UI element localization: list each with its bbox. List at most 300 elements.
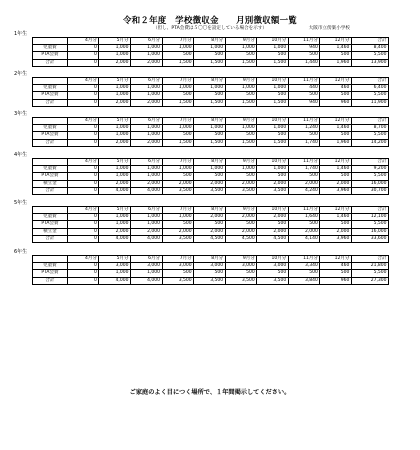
month-header: 8月分 xyxy=(194,207,226,214)
amount-cell: 500 xyxy=(225,173,257,180)
amount-cell: 5,500 xyxy=(351,221,388,228)
amount-cell: 11,900 xyxy=(351,99,388,106)
table-row xyxy=(33,45,389,52)
amount-cell: 1,000 xyxy=(99,85,131,92)
month-header: 6月分 xyxy=(130,256,162,263)
amount-cell: 5,500 xyxy=(351,270,388,277)
amount-cell: 500 xyxy=(194,270,226,277)
month-header: 6月分 xyxy=(130,38,162,45)
amount-cell: 2,000 xyxy=(320,180,352,187)
amount-cell: 1,000 xyxy=(194,125,226,132)
amount-cell: 0 xyxy=(67,263,99,270)
amount-cell: 500 xyxy=(194,221,226,228)
amount-cell: 960 xyxy=(320,277,352,284)
grade-label: 2年生 xyxy=(14,71,28,77)
amount-cell: 1,000 xyxy=(130,132,162,139)
amount-cell: 8,400 xyxy=(351,45,388,52)
amount-cell: 4,000 xyxy=(130,235,162,242)
amount-cell: 0 xyxy=(67,45,99,52)
amount-cell: 500 xyxy=(162,221,194,228)
month-header: 11月分 xyxy=(288,118,320,125)
row-label: 児童費 xyxy=(33,125,68,132)
amount-cell: 4,000 xyxy=(99,235,131,242)
month-header: 8月分 xyxy=(194,159,226,166)
month-header: 9月分 xyxy=(225,159,257,166)
amount-cell: 33,600 xyxy=(351,235,388,242)
amount-cell: 500 xyxy=(194,132,226,139)
amount-cell: 2,000 xyxy=(225,214,257,221)
fee-table xyxy=(32,158,389,195)
amount-cell: 13,900 xyxy=(351,59,388,66)
row-label: 児童費 xyxy=(33,85,68,92)
amount-cell: 8,700 xyxy=(351,125,388,132)
row-label: 児童費 xyxy=(33,263,68,270)
amount-cell: 2,000 xyxy=(99,228,131,235)
month-header: 合計 xyxy=(351,207,388,214)
amount-cell: 500 xyxy=(288,52,320,59)
amount-cell: 1,000 xyxy=(162,166,194,173)
footer-note: ご家庭のよく目につく場所で、１年間掲示してください。 xyxy=(129,389,291,396)
amount-cell: 0 xyxy=(67,187,99,194)
amount-cell: 0 xyxy=(67,277,99,284)
amount-cell: 500 xyxy=(320,52,352,59)
grade-label: 6年生 xyxy=(14,249,28,255)
table-row xyxy=(33,221,389,228)
amount-cell: 1,000 xyxy=(130,45,162,52)
amount-cell: 3,500 xyxy=(162,187,194,194)
row-label: 積立金 xyxy=(33,180,68,187)
amount-cell: 2,000 xyxy=(99,99,131,106)
month-header-row xyxy=(33,78,389,85)
header-corner-cell xyxy=(33,38,68,45)
row-label: 児童費 xyxy=(33,214,68,221)
amount-cell: 5,500 xyxy=(351,173,388,180)
amount-cell: 3,000 xyxy=(99,263,131,270)
fee-table xyxy=(32,77,389,107)
table-row xyxy=(33,270,389,277)
amount-cell: 500 xyxy=(162,52,194,59)
amount-cell: 2,000 xyxy=(130,139,162,146)
month-header: 合計 xyxy=(351,38,388,45)
amount-cell: 500 xyxy=(257,270,289,277)
amount-cell: 1,000 xyxy=(225,85,257,92)
amount-cell: 2,000 xyxy=(99,139,131,146)
amount-cell: 2,000 xyxy=(99,59,131,66)
fee-table xyxy=(32,117,389,147)
table-row xyxy=(33,263,389,270)
month-header-row xyxy=(33,207,389,214)
amount-cell: 3,500 xyxy=(257,187,289,194)
month-header: 5月分 xyxy=(99,38,131,45)
amount-cell: 1,640 xyxy=(288,214,320,221)
amount-cell: 2,000 xyxy=(162,180,194,187)
amount-cell: 1,000 xyxy=(99,132,131,139)
amount-cell: 4,000 xyxy=(99,277,131,284)
amount-cell: 0 xyxy=(67,228,99,235)
amount-cell: 1,000 xyxy=(99,221,131,228)
table-row xyxy=(33,59,389,66)
amount-cell: 500 xyxy=(225,92,257,99)
amount-cell: 2,000 xyxy=(99,180,131,187)
amount-cell: 1,000 xyxy=(225,125,257,132)
amount-cell: 500 xyxy=(320,92,352,99)
amount-cell: 0 xyxy=(67,180,99,187)
amount-cell: 1,000 xyxy=(99,214,131,221)
amount-cell: 500 xyxy=(257,132,289,139)
amount-cell: 9,200 xyxy=(351,166,388,173)
amount-cell: 16,000 xyxy=(351,180,388,187)
amount-cell: 1,000 xyxy=(194,45,226,52)
amount-cell: 1,000 xyxy=(130,92,162,99)
grade-label: 3年生 xyxy=(14,111,28,117)
row-label: 児童費 xyxy=(33,166,68,173)
table-row xyxy=(33,92,389,99)
month-header-row xyxy=(33,38,389,45)
amount-cell: 500 xyxy=(257,221,289,228)
amount-cell: 1,000 xyxy=(162,85,194,92)
month-header-row xyxy=(33,256,389,263)
month-header: 5月分 xyxy=(99,159,131,166)
amount-cell: 500 xyxy=(288,270,320,277)
table-row xyxy=(33,99,389,106)
amount-cell: 5,500 xyxy=(351,52,388,59)
amount-cell: 500 xyxy=(320,132,352,139)
amount-cell: 1,440 xyxy=(288,59,320,66)
amount-cell: 500 xyxy=(288,92,320,99)
amount-cell: 1,000 xyxy=(130,85,162,92)
month-header: 4月分 xyxy=(67,256,99,263)
month-header: 9月分 xyxy=(225,207,257,214)
amount-cell: 3,500 xyxy=(194,277,226,284)
amount-cell: 0 xyxy=(67,52,99,59)
amount-cell: 2,000 xyxy=(130,228,162,235)
month-header: 9月分 xyxy=(225,118,257,125)
amount-cell: 1,500 xyxy=(194,59,226,66)
amount-cell: 4,140 xyxy=(288,235,320,242)
amount-cell: 1,000 xyxy=(99,125,131,132)
amount-cell: 500 xyxy=(162,92,194,99)
amount-cell: 0 xyxy=(67,139,99,146)
amount-cell: 1,960 xyxy=(320,139,352,146)
amount-cell: 1,500 xyxy=(225,99,257,106)
amount-cell: 2,000 xyxy=(257,214,289,221)
month-header: 7月分 xyxy=(162,78,194,85)
amount-cell: 1,500 xyxy=(257,59,289,66)
fee-table xyxy=(32,255,389,285)
month-header-row xyxy=(33,159,389,166)
amount-cell: 1,000 xyxy=(99,270,131,277)
month-header: 4月分 xyxy=(67,207,99,214)
month-header: 10月分 xyxy=(257,207,289,214)
amount-cell: 3,500 xyxy=(162,235,194,242)
amount-cell: 1,000 xyxy=(130,214,162,221)
month-header: 合計 xyxy=(351,118,388,125)
amount-cell: 1,000 xyxy=(130,221,162,228)
month-header-row xyxy=(33,118,389,125)
amount-cell: 3,500 xyxy=(225,277,257,284)
grade-label: 1年生 xyxy=(14,31,28,37)
amount-cell: 500 xyxy=(162,132,194,139)
amount-cell: 0 xyxy=(67,85,99,92)
amount-cell: 3,000 xyxy=(257,263,289,270)
amount-cell: 1,000 xyxy=(194,85,226,92)
row-label: PTA会費 xyxy=(33,173,68,180)
amount-cell: 3,500 xyxy=(225,187,257,194)
amount-cell: 2,000 xyxy=(257,180,289,187)
month-header: 12月分 xyxy=(320,256,352,263)
row-label: PTA会費 xyxy=(33,270,68,277)
month-header: 合計 xyxy=(351,159,388,166)
amount-cell: 0 xyxy=(67,99,99,106)
document-title: 令和２年度 学校徴収金 月別徴収額一覧 xyxy=(122,16,297,26)
amount-cell: 4,240 xyxy=(288,187,320,194)
amount-cell: 460 xyxy=(320,263,352,270)
amount-cell: 960 xyxy=(320,99,352,106)
amount-cell: 1,000 xyxy=(130,52,162,59)
amount-cell: 440 xyxy=(288,85,320,92)
month-header: 11月分 xyxy=(288,207,320,214)
month-header: 11月分 xyxy=(288,159,320,166)
month-header: 10月分 xyxy=(257,159,289,166)
amount-cell: 4,500 xyxy=(225,235,257,242)
amount-cell: 500 xyxy=(320,221,352,228)
amount-cell: 1,500 xyxy=(225,139,257,146)
month-header: 8月分 xyxy=(194,38,226,45)
amount-cell: 2,000 xyxy=(194,228,226,235)
amount-cell: 1,500 xyxy=(162,99,194,106)
amount-cell: 500 xyxy=(225,221,257,228)
amount-cell: 0 xyxy=(67,214,99,221)
amount-cell: 2,000 xyxy=(320,228,352,235)
table-row xyxy=(33,52,389,59)
header-corner-cell xyxy=(33,78,68,85)
table-row xyxy=(33,235,389,242)
month-header: 4月分 xyxy=(67,159,99,166)
amount-cell: 3,000 xyxy=(225,263,257,270)
amount-cell: 500 xyxy=(320,173,352,180)
amount-cell: 4,500 xyxy=(194,235,226,242)
row-label: PTA会費 xyxy=(33,52,68,59)
amount-cell: 0 xyxy=(67,59,99,66)
amount-cell: 1,000 xyxy=(257,45,289,52)
row-label: 積立金 xyxy=(33,228,68,235)
amount-cell: 460 xyxy=(320,85,352,92)
amount-cell: 500 xyxy=(288,221,320,228)
amount-cell: 2,000 xyxy=(162,228,194,235)
row-label: PTA会費 xyxy=(33,92,68,99)
month-header: 5月分 xyxy=(99,256,131,263)
amount-cell: 3,960 xyxy=(320,235,352,242)
amount-cell: 1,000 xyxy=(194,166,226,173)
amount-cell: 0 xyxy=(67,270,99,277)
amount-cell: 0 xyxy=(67,166,99,173)
amount-cell: 0 xyxy=(67,235,99,242)
month-header: 5月分 xyxy=(99,118,131,125)
table-row xyxy=(33,132,389,139)
month-header: 12月分 xyxy=(320,118,352,125)
header-corner-cell xyxy=(33,159,68,166)
month-header: 11月分 xyxy=(288,78,320,85)
amount-cell: 2,000 xyxy=(194,180,226,187)
table-row xyxy=(33,228,389,235)
month-header: 7月分 xyxy=(162,207,194,214)
month-header: 6月分 xyxy=(130,207,162,214)
amount-cell: 500 xyxy=(162,270,194,277)
month-header: 4月分 xyxy=(67,118,99,125)
month-header: 11月分 xyxy=(288,256,320,263)
month-header: 合計 xyxy=(351,78,388,85)
row-label: PTA会費 xyxy=(33,132,68,139)
amount-cell: 1,500 xyxy=(194,139,226,146)
amount-cell: 500 xyxy=(320,270,352,277)
amount-cell: 3,000 xyxy=(194,263,226,270)
amount-cell: 500 xyxy=(288,173,320,180)
amount-cell: 1,000 xyxy=(99,166,131,173)
amount-cell: 1,960 xyxy=(320,59,352,66)
amount-cell: 1,000 xyxy=(225,166,257,173)
amount-cell: 21,800 xyxy=(351,263,388,270)
amount-cell: 1,000 xyxy=(99,52,131,59)
month-header: 12月分 xyxy=(320,207,352,214)
amount-cell: 500 xyxy=(194,173,226,180)
amount-cell: 0 xyxy=(67,173,99,180)
amount-cell: 500 xyxy=(194,52,226,59)
month-header: 8月分 xyxy=(194,256,226,263)
fee-table xyxy=(32,37,389,67)
month-header: 4月分 xyxy=(67,38,99,45)
amount-cell: 1,000 xyxy=(257,166,289,173)
amount-cell: 0 xyxy=(67,125,99,132)
amount-cell: 1,000 xyxy=(99,173,131,180)
amount-cell: 3,840 xyxy=(288,277,320,284)
amount-cell: 940 xyxy=(288,45,320,52)
month-header: 10月分 xyxy=(257,78,289,85)
table-row xyxy=(33,85,389,92)
month-header: 合計 xyxy=(351,256,388,263)
table-row xyxy=(33,187,389,194)
amount-cell: 4,000 xyxy=(99,187,131,194)
table-row xyxy=(33,125,389,132)
row-label: 合計 xyxy=(33,59,68,66)
amount-cell: 12,100 xyxy=(351,214,388,221)
amount-cell: 500 xyxy=(225,52,257,59)
amount-cell: 27,300 xyxy=(351,277,388,284)
amount-cell: 1,500 xyxy=(194,99,226,106)
amount-cell: 1,000 xyxy=(99,45,131,52)
month-header: 8月分 xyxy=(194,118,226,125)
month-header: 7月分 xyxy=(162,256,194,263)
amount-cell: 3,500 xyxy=(257,277,289,284)
amount-cell: 2,000 xyxy=(130,180,162,187)
table-row xyxy=(33,277,389,284)
amount-cell: 1,000 xyxy=(257,85,289,92)
amount-cell: 1,460 xyxy=(320,214,352,221)
amount-cell: 5,500 xyxy=(351,132,388,139)
amount-cell: 500 xyxy=(162,173,194,180)
month-header: 7月分 xyxy=(162,159,194,166)
row-label: 合計 xyxy=(33,277,68,284)
amount-cell: 2,000 xyxy=(225,180,257,187)
amount-cell: 500 xyxy=(257,52,289,59)
amount-cell: 1,000 xyxy=(130,125,162,132)
school-name: 大阪市立傍楽小学校 xyxy=(308,26,350,31)
amount-cell: 1,000 xyxy=(99,92,131,99)
row-label: 合計 xyxy=(33,235,68,242)
amount-cell: 0 xyxy=(67,132,99,139)
amount-cell: 4,000 xyxy=(130,187,162,194)
amount-cell: 500 xyxy=(257,92,289,99)
month-header: 10月分 xyxy=(257,256,289,263)
amount-cell: 4,500 xyxy=(257,235,289,242)
row-label: PTA会費 xyxy=(33,221,68,228)
amount-cell: 1,500 xyxy=(257,139,289,146)
amount-cell: 30,700 xyxy=(351,187,388,194)
row-label: 合計 xyxy=(33,99,68,106)
row-label: 合計 xyxy=(33,139,68,146)
month-header: 7月分 xyxy=(162,38,194,45)
month-header: 12月分 xyxy=(320,78,352,85)
amount-cell: 2,000 xyxy=(130,99,162,106)
amount-cell: 940 xyxy=(288,99,320,106)
table-row xyxy=(33,139,389,146)
amount-cell: 500 xyxy=(225,270,257,277)
amount-cell: 1,460 xyxy=(320,45,352,52)
amount-cell: 1,460 xyxy=(320,125,352,132)
amount-cell: 6,400 xyxy=(351,85,388,92)
month-header: 10月分 xyxy=(257,38,289,45)
amount-cell: 14,200 xyxy=(351,139,388,146)
grade-label: 4年生 xyxy=(14,152,28,158)
month-header: 9月分 xyxy=(225,78,257,85)
month-header: 4月分 xyxy=(67,78,99,85)
month-header: 6月分 xyxy=(130,118,162,125)
month-header: 9月分 xyxy=(225,256,257,263)
amount-cell: 1,000 xyxy=(130,166,162,173)
amount-cell: 1,000 xyxy=(162,45,194,52)
table-row xyxy=(33,214,389,221)
amount-cell: 500 xyxy=(225,132,257,139)
amount-cell: 1,000 xyxy=(225,45,257,52)
fee-table xyxy=(32,206,389,243)
month-header: 6月分 xyxy=(130,159,162,166)
amount-cell: 1,000 xyxy=(162,214,194,221)
month-header: 12月分 xyxy=(320,159,352,166)
amount-cell: 3,500 xyxy=(194,187,226,194)
document-subtitle: （但し、PTA会費は５〇〇を設定している場合を示す） xyxy=(152,26,268,31)
amount-cell: 2,000 xyxy=(130,59,162,66)
amount-cell: 0 xyxy=(67,221,99,228)
amount-cell: 16,000 xyxy=(351,228,388,235)
amount-cell: 1,740 xyxy=(288,166,320,173)
amount-cell: 1,240 xyxy=(288,125,320,132)
month-header: 7月分 xyxy=(162,118,194,125)
amount-cell: 3,340 xyxy=(288,263,320,270)
amount-cell: 1,000 xyxy=(162,125,194,132)
amount-cell: 5,500 xyxy=(351,92,388,99)
amount-cell: 1,000 xyxy=(130,270,162,277)
amount-cell: 2,000 xyxy=(225,228,257,235)
amount-cell: 3,000 xyxy=(130,263,162,270)
amount-cell: 3,000 xyxy=(162,263,194,270)
month-header: 9月分 xyxy=(225,38,257,45)
amount-cell: 3,500 xyxy=(162,277,194,284)
header-corner-cell xyxy=(33,207,68,214)
amount-cell: 2,000 xyxy=(288,180,320,187)
month-header: 12月分 xyxy=(320,38,352,45)
amount-cell: 1,000 xyxy=(257,125,289,132)
row-label: 児童費 xyxy=(33,45,68,52)
grade-label: 5年生 xyxy=(14,200,28,206)
